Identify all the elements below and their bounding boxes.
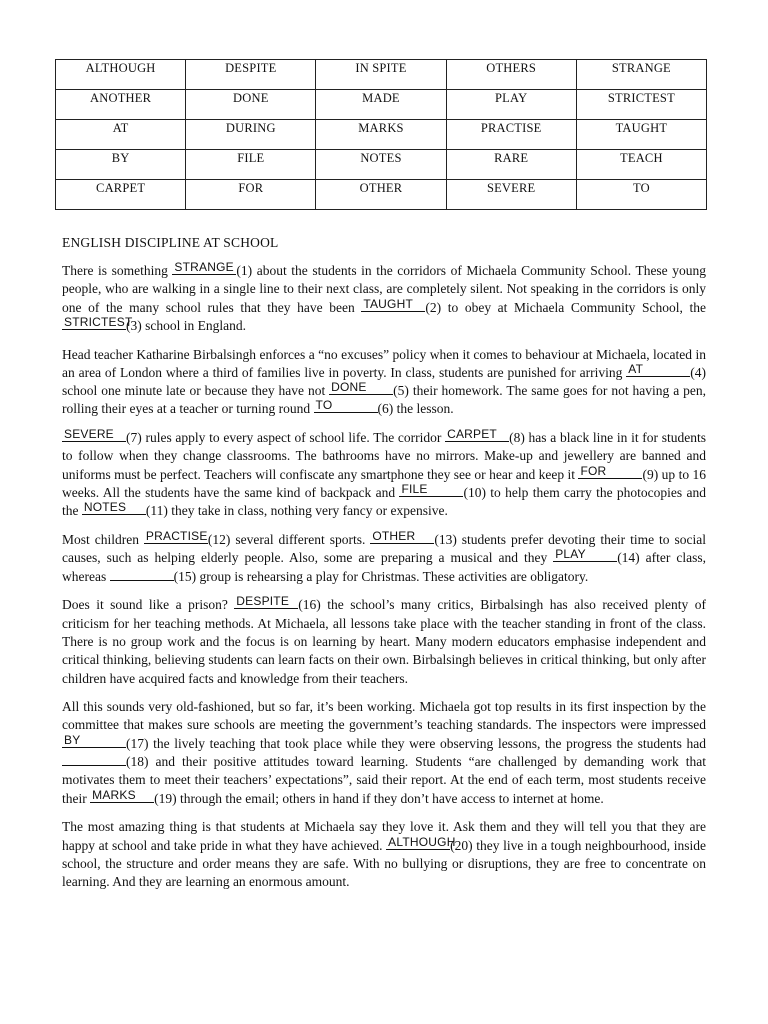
word-bank-cell: DESPITE <box>186 60 316 90</box>
answer-9: FOR <box>580 463 607 478</box>
word-bank-cell: OTHERS <box>446 60 576 90</box>
word-bank-cell: STRICTEST <box>576 90 706 120</box>
answer-11: NOTES <box>83 500 127 515</box>
word-bank-cell: TAUGHT <box>576 120 706 150</box>
word-bank-cell: CARPET <box>56 180 186 210</box>
word-bank-row <box>56 90 707 120</box>
blank-16[interactable] <box>234 596 298 609</box>
paragraph-4: Most children PRACTISE (12) several different sports. OTHER (13) students prefer devoting their time to social causes, such as helping elderly people. Also, some are preparing a musical and they PLAY (14) after class, whereas (15) group is rehearsing a play for Christmas. These activities are obligatory. <box>62 529 706 584</box>
blank-13[interactable] <box>370 531 434 544</box>
word-bank-cell: NOTES <box>316 150 446 180</box>
word-bank-row <box>56 180 707 210</box>
blank-19[interactable] <box>90 787 154 803</box>
answer-7: SEVERE <box>64 427 114 442</box>
answer-13: OTHER <box>372 529 416 544</box>
answer-12: PRACTISE <box>145 529 208 544</box>
paragraph-1: There is something STRANGE (1) about the students in the corridors of Michaela Community School. These young people, who are walking in a single line to their next class, are completely silent. Not speaking in the corridors is only one of the many school rules that they have been TAUGHT (2) to obey at Michaela Community School, the STRICTEST (3) school in England. <box>62 260 706 333</box>
word-bank-cell: OTHER <box>316 180 446 210</box>
word-bank-cell: TEACH <box>576 150 706 180</box>
word-bank-cell: STRANGE <box>576 60 706 90</box>
answer-4: AT <box>628 361 644 376</box>
blank-17[interactable] <box>62 732 126 748</box>
paragraph-2: Head teacher Katharine Birbalsingh enforces a “no excuses” policy when it comes to behaviour at Michaela, located in an area of London where a third of families live in poverty. In class, students are punished for arriving AT (4) school one minute late or because they have not DONE (5) their homework. The same goes for not having a pen, rolling their eyes at a teacher or turning round TO (6) the lesson. <box>62 346 706 417</box>
word-bank-cell: PRACTISE <box>446 120 576 150</box>
word-bank-cell: DONE <box>186 90 316 120</box>
page-title: ENGLISH DISCIPLINE AT SCHOOL <box>62 235 279 250</box>
word-bank-cell: ALTHOUGH <box>56 60 186 90</box>
answer-1: STRANGE <box>174 260 234 274</box>
answer-8: CARPET <box>447 427 497 442</box>
paragraph-6: All this sounds very old-fashioned, but so far, it’s been working. Michaela got top results in its first inspection by the committee that makes sure schools are meeting the government’s teaching standards. The inspectors were impressed BY (17) the lively teaching that took place while they were observing lessons, the progress the students had (18) and their positive attitudes toward learning. Students “are challenged by demanding work that motivates them to meet their teachers’ expectations”, said their report. At the end of each term, most students receive their MARKS (19) through the email; others in hand if they don’t have access to internet at home. <box>62 699 706 806</box>
blank-9[interactable] <box>578 463 642 479</box>
blank-5[interactable] <box>329 382 393 395</box>
word-bank-cell: MADE <box>316 90 446 120</box>
blank-7[interactable] <box>62 429 126 442</box>
word-bank-cell: BY <box>56 150 186 180</box>
word-bank-cell: TO <box>576 180 706 210</box>
blank-11[interactable] <box>82 502 146 515</box>
answer-16: DESPITE <box>236 594 290 609</box>
answer-3: STRICTEST <box>64 314 133 329</box>
word-bank-cell: RARE <box>446 150 576 180</box>
article-body <box>62 262 706 902</box>
paragraph-7: The most amazing thing is that students at Michaela say they love it. Ask them and they will tell you that they are happy at school and take pride in what they have achieved. ALTHOUGH (20) they live in a tough neighbourhood, inside school, the structure and order means they are safe. With no bullying or disruptions, they are free to concentrate on learning. And they are learning an enormous amount. <box>62 819 706 890</box>
answer-17: BY <box>64 732 81 747</box>
blank-4[interactable] <box>626 361 690 377</box>
word-bank-cell: IN SPITE <box>316 60 446 90</box>
blank-20[interactable] <box>386 834 456 850</box>
blank-12[interactable] <box>144 531 208 544</box>
word-bank-row <box>56 60 707 90</box>
answer-19: MARKS <box>92 787 136 802</box>
blank-3[interactable] <box>62 314 133 330</box>
word-bank-row <box>56 150 707 180</box>
blank-15[interactable] <box>110 568 174 581</box>
word-bank-cell: DURING <box>186 120 316 150</box>
word-bank-cell: FOR <box>186 180 316 210</box>
blank-18[interactable] <box>62 753 126 766</box>
word-bank-cell: SEVERE <box>446 180 576 210</box>
answer-5: DONE <box>331 380 367 395</box>
word-bank-cell: ANOTHER <box>56 90 186 120</box>
word-bank-cell: AT <box>56 120 186 150</box>
blank-10[interactable] <box>399 484 463 497</box>
word-bank-cell: FILE <box>186 150 316 180</box>
answer-10: FILE <box>401 482 428 497</box>
answer-20: ALTHOUGH <box>388 834 456 849</box>
word-bank-row <box>56 120 707 150</box>
blank-1[interactable] <box>172 262 236 275</box>
blank-14[interactable] <box>553 549 617 562</box>
word-bank-cell: PLAY <box>446 90 576 120</box>
blank-6[interactable] <box>314 400 378 413</box>
answer-6: TO <box>315 398 333 413</box>
word-bank-cell: MARKS <box>316 120 446 150</box>
word-bank-table <box>55 59 707 210</box>
paragraph-3: SEVERE (7) rules apply to every aspect of school life. The corridor CARPET (8) has a black line in it for students to follow when they change classrooms. The bathrooms have no mirrors. Make-up and jewellery are banned and uniforms must be perfect. Teachers will confiscate any smartphone they see or hear and keep it FOR (9) up to 16 weeks. All the students have the same kind of backpack and FILE (10) to help them carry the photocopies and the NOTES (11) they take in class, nothing very fancy or expensive. <box>62 427 706 519</box>
blank-2[interactable] <box>361 296 425 312</box>
paragraph-5: Does it sound like a prison? DESPITE (16) the school’s many critics, Birbalsingh has also received plenty of criticism for her teaching methods. At Michaela, all lessons take place with the teacher standing in front of the class. There is no group work and the focus is on learning by heart. Many modern educators emphasise independent and critical thinking, believing students can learn facts on their own. Birbalsingh believes in critical thinking, but only after children have acquired facts and knowledge from their teachers. <box>62 594 707 686</box>
blank-8[interactable] <box>445 429 509 442</box>
answer-14: PLAY <box>555 547 586 562</box>
answer-2: TAUGHT <box>363 296 413 311</box>
